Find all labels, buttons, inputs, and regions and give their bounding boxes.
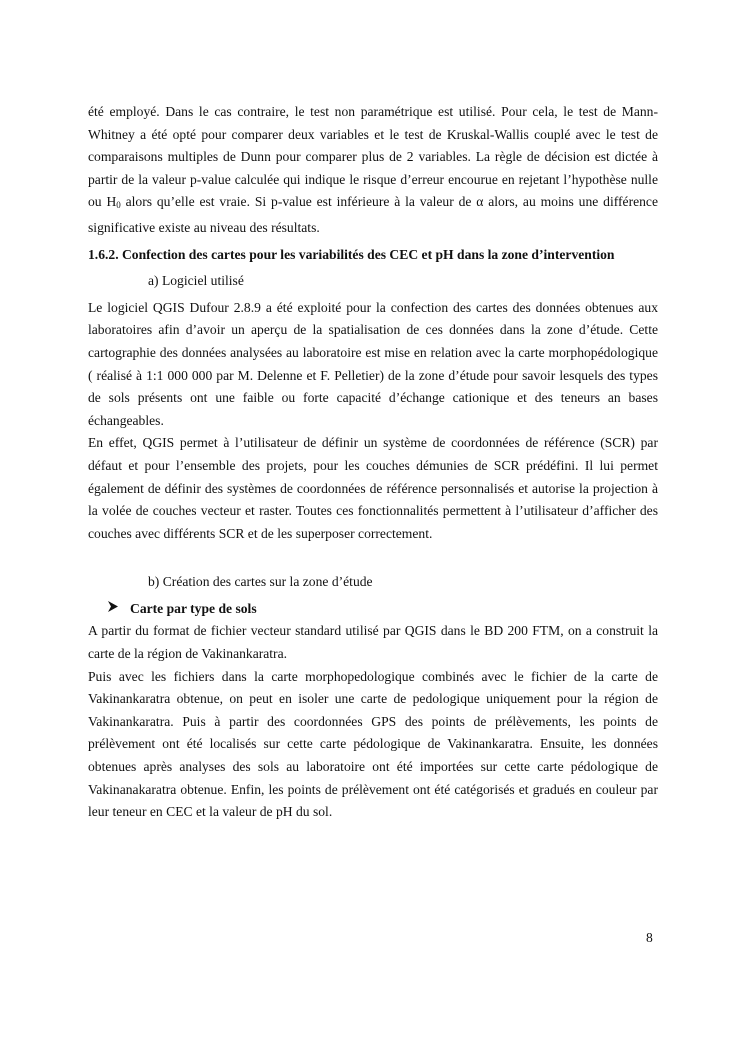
paragraph-statistical-tests [88,101,658,240]
page-content [88,101,658,824]
bullet-carte-par-type-de-sols [88,598,658,621]
page-number: 8 [646,930,653,945]
paragraph-carte-region: A partir du format de fichier vecteur standard utilisé par QGIS dans le BD 200 FTM, on a construit la carte de la région de Vakinankaratra. [88,623,658,662]
subheading-creation-cartes: b) Création des cartes sur la zone d’étude [148,574,373,590]
section-heading-1-6-2: 1.6.2. Confection des cartes pour les variabilités des CEC et pH dans la zone d’intervention [88,246,615,262]
paragraph-qgis-scr: En effet, QGIS permet à l’utilisateur de définir un système de coordonnées de référence (SCR) par défaut et pour l’ensemble des projets, pour les couches démunies de SCR prédéfini. Il lui permet également de définir des systèmes de coordonnées de référence personnalisés et autorise la projection à la volée de couches vecteur et raster. Toutes ces fonctionnalités permettent à l’utilisateur d’afficher des couches avec différents SCR et de les superposer correctement. [88,435,658,541]
paragraph-statistical-tests-end: alors qu’elle est vraie. Si p-value est inférieure à la valeur de α alors, au moins une différence significative existe au niveau des résultats. [88,194,658,235]
bullet-label: Carte par type de sols [130,600,257,616]
subheading-logiciel-utilise: a) Logiciel utilisé [148,273,244,289]
h0-subscript: 0 [116,200,121,211]
paragraph-statistical-tests-text: été employé. Dans le cas contraire, le test non paramétrique est utilisé. Pour cela, le test de Mann-Whitney a été opté pour comparer deux variables et le test de Kruskal-Wallis couplé avec le test de comparaisons multiples de Dunn pour comparer plus de 2 variables. La règle de décision est dictée à partir de la valeur p-value calculée qui indique le risque d’erreur encourue en rejetant l’hypothèse nulle ou H [88,104,658,210]
spacer [88,545,658,567]
paragraph-carte-pedologique: Puis avec les fichiers dans la carte morphopedologique combinés avec le fichier de la carte de Vakinankaratra obtenue, on peut en isoler une carte de pedologique uniquement pour la région de Vakinankaratra. Puis à partir des coordonnées GPS des points de prélèvements, les points de prélèvement ont été localisés sur cette carte pédologique de Vakinankaratra. Ensuite, les données obtenues après analyses des sols au laboratoire ont été importées sur cette carte pédologique de Vakinanakaratra obtenue. Enfin, les points de prélèvement ont été catégorisés et gradués en couleur par leur teneur en CEC et la valeur de pH du sol. [88,668,658,820]
paragraph-qgis-intro: Le logiciel QGIS Dufour 2.8.9 a été exploité pour la confection des cartes des données obtenues aux laboratoires afin d’avoir un aperçu de la spatialisation de ces données dans la zone d’étude. Cette cartographie des données analysées au laboratoire est mise en relation avec la carte morphopédologique ( réalisé à 1:1 000 000 par M. Delenne et F. Pelletier) de la zone d’étude pour savoir lesquels des types de sols présents ont une faible ou forte capacité d’échange cationique et des teneurs an bases échangeables. [88,299,658,428]
arrowhead-bullet-icon [108,598,130,621]
